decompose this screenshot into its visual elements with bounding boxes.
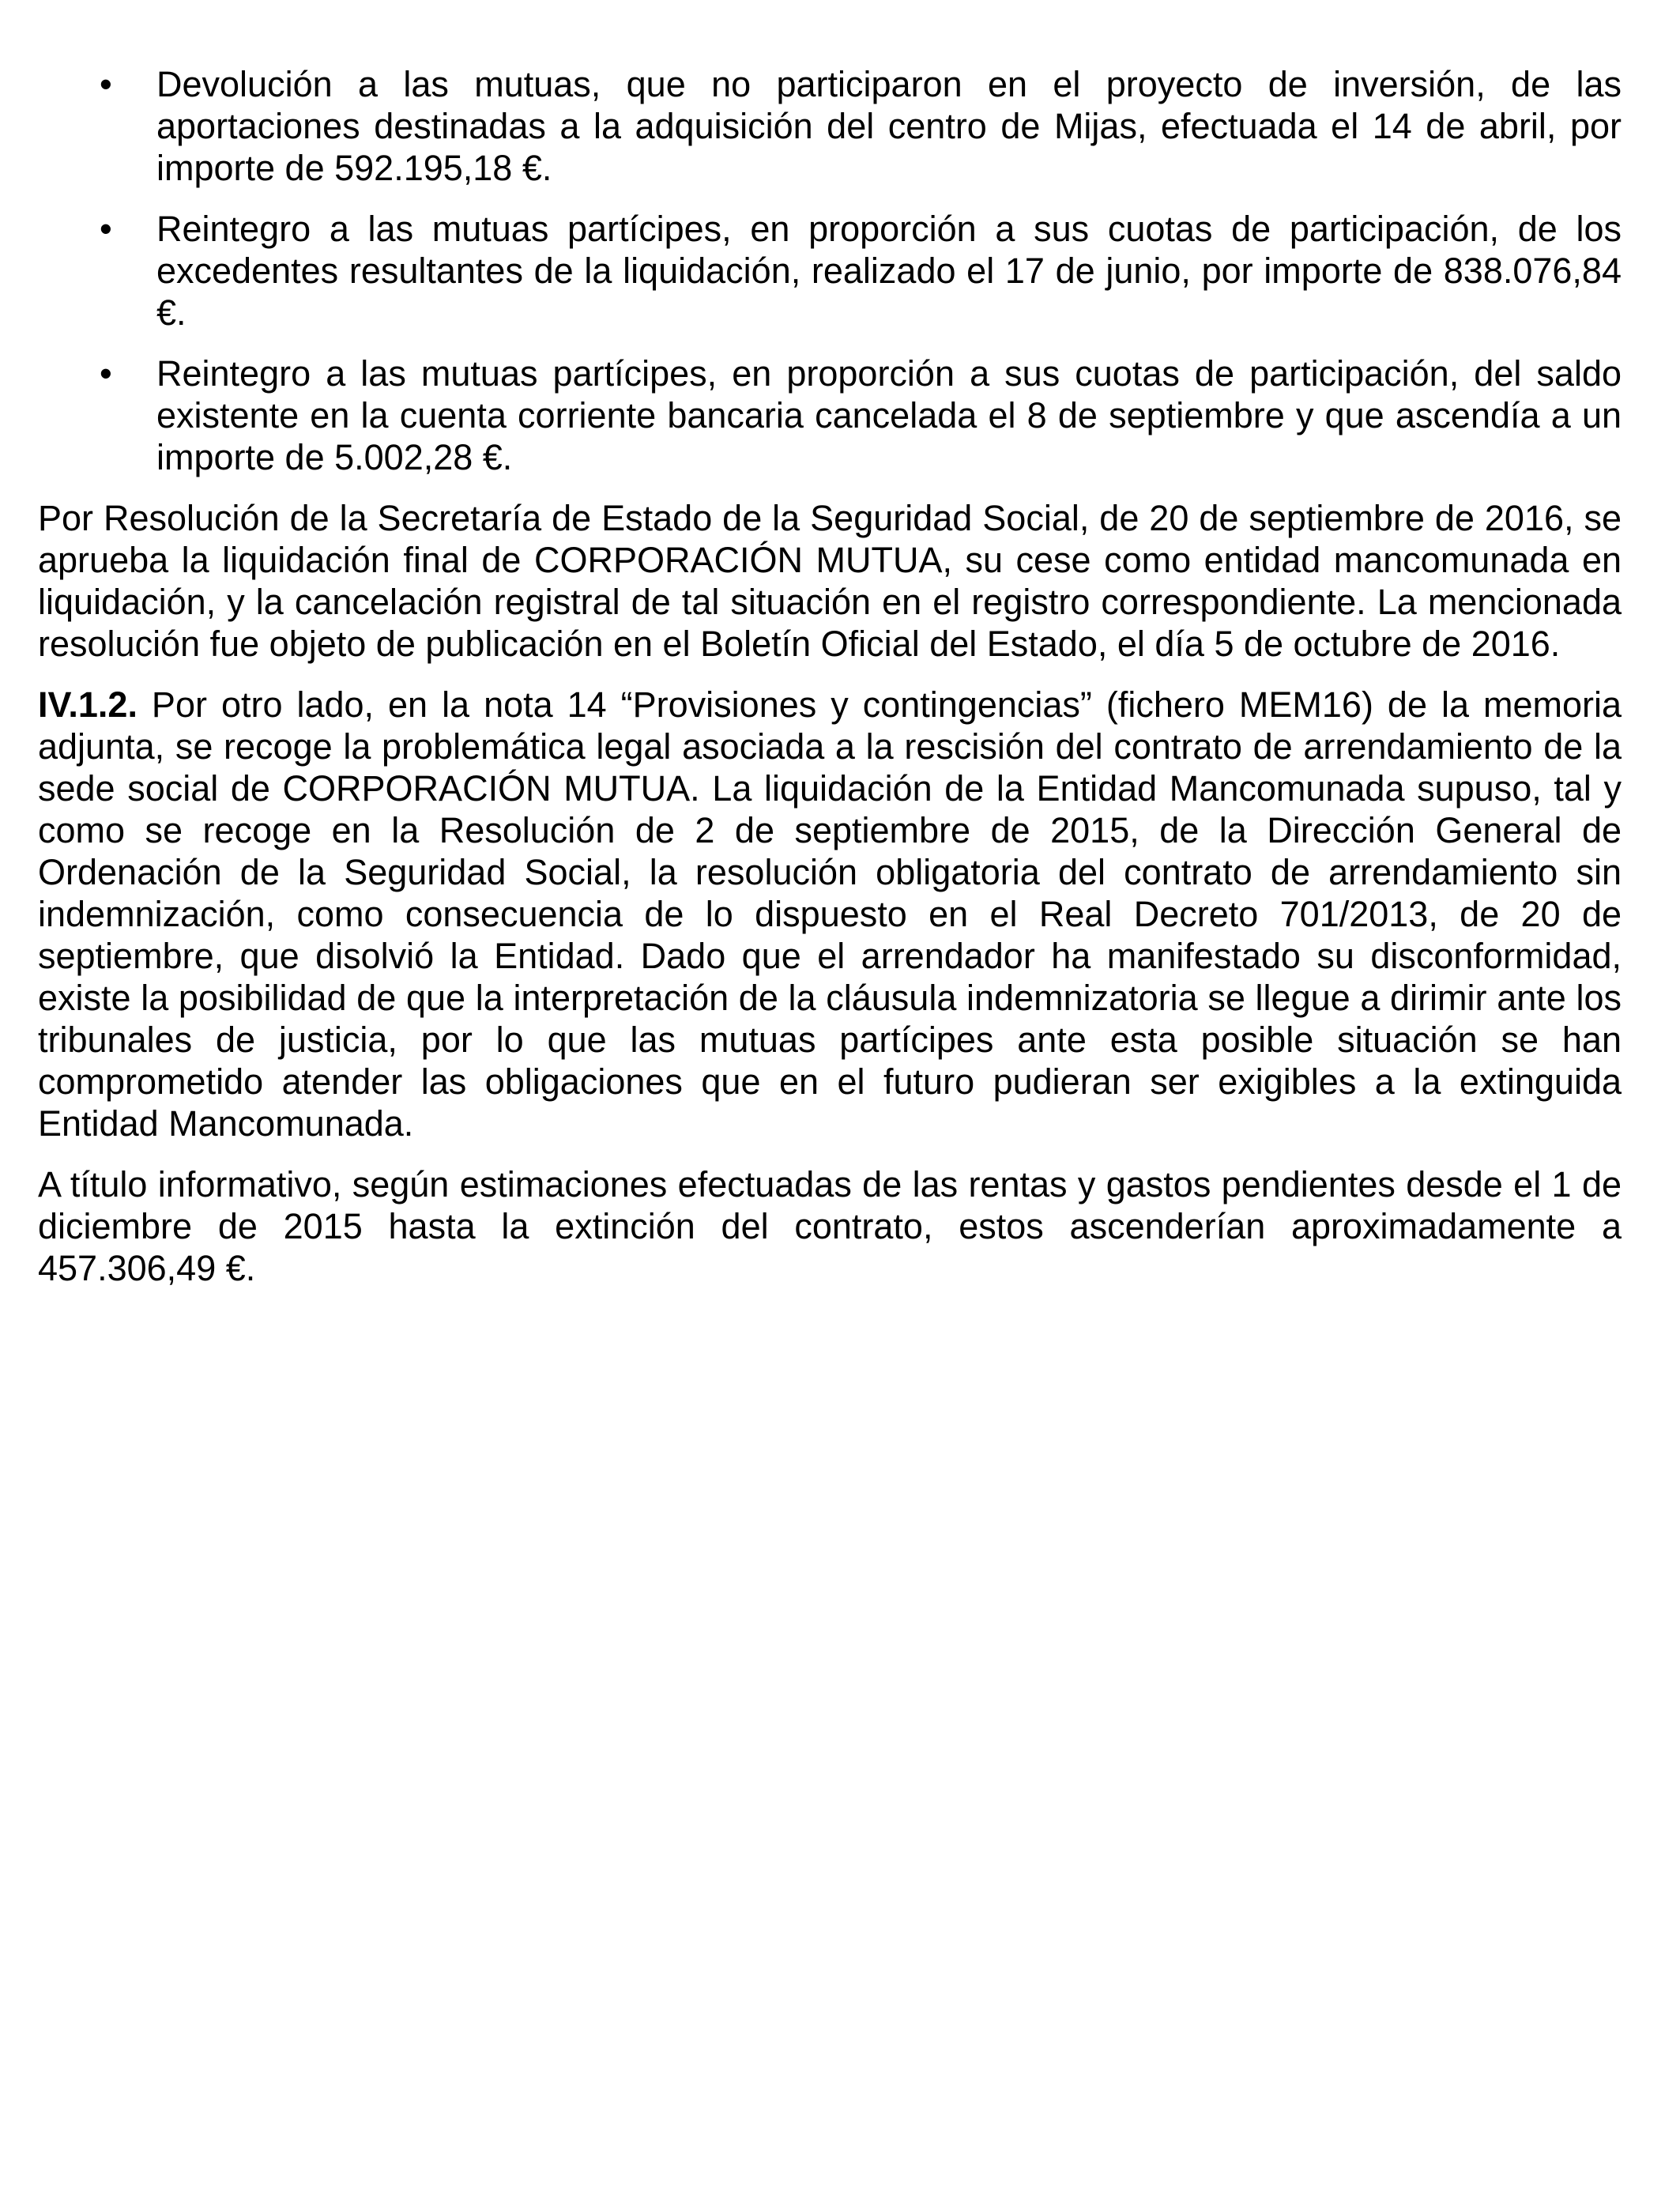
document-page	[38, 63, 1622, 1308]
paragraph-section-iv-1-2	[38, 684, 1622, 1144]
section-number: IV.1.2.	[38, 684, 137, 725]
list-item	[38, 352, 1622, 478]
bullet-icon: •	[100, 353, 112, 394]
section-text: Por otro lado, en la nota 14 “Provisiones y contingencias” (fichero MEM16) de la memoria adjunta, se recoge la problemática legal asociada a la rescisión del contrato de arrendamiento de la sede social de CORPORACIÓN MUTUA. La liquidación de la Entidad Mancomunada supuso, tal y como se recoge en la Resolución de 2 de septiembre de 2015, de la Dirección General de Ordenación de la Seguridad Social, la resolución obligatoria del contrato de arrendamiento sin indemnización, como consecuencia de lo dispuesto en el Real Decreto 701/2013, de 20 de septiembre, que disolvió la Entidad. Dado que el arrendador ha manifestado su disconformidad, existe la posibilidad de que la interpretación de la cláusula indemnizatoria se llegue a dirimir ante los tribunales de justicia, por lo que las mutuas partícipes ante esta posible situación se han comprometido atender las obligaciones que en el futuro pudieran ser exigibles a la extinguida Entidad Mancomunada.	[38, 684, 1622, 1144]
paragraph-resolucion: Por Resolución de la Secretaría de Estado de la Seguridad Social, de 20 de septiembre de 2016, se aprueba la liquidación final de CORPORACIÓN MUTUA, su cese como entidad mancomunada en liquidación, y la cancelación registral de tal situación en el registro correspondiente. La mencionada resolución fue objeto de publicación en el Boletín Oficial del Estado, el día 5 de octubre de 2016.	[38, 498, 1622, 664]
bullet-icon: •	[100, 209, 112, 249]
list-item	[38, 208, 1622, 334]
bullet-list	[38, 63, 1622, 478]
bullet-text: Reintegro a las mutuas partícipes, en proporción a sus cuotas de participación, del saldo existente en la cuenta corriente bancaria cancelada el 8 de septiembre y que ascendía a un importe de 5.002,28 €.	[156, 353, 1622, 477]
bullet-text: Devolución a las mutuas, que no participaron en el proyecto de inversión, de las aportaciones destinadas a la adquisición del centro de Mijas, efectuada el 14 de abril, por importe de 592.195,18 €.	[156, 64, 1622, 188]
list-item	[38, 63, 1622, 189]
bullet-icon: •	[100, 64, 112, 104]
bullet-text: Reintegro a las mutuas partícipes, en proporción a sus cuotas de participación, de los excedentes resultantes de la liquidación, realizado el 17 de junio, por importe de 838.076,84 €.	[156, 209, 1622, 333]
paragraph-titulo-informativo: A título informativo, según estimaciones efectuadas de las rentas y gastos pendientes desde el 1 de diciembre de 2015 hasta la extinción del contrato, estos ascenderían aproximadamente a 457.306,49 €.	[38, 1164, 1622, 1288]
